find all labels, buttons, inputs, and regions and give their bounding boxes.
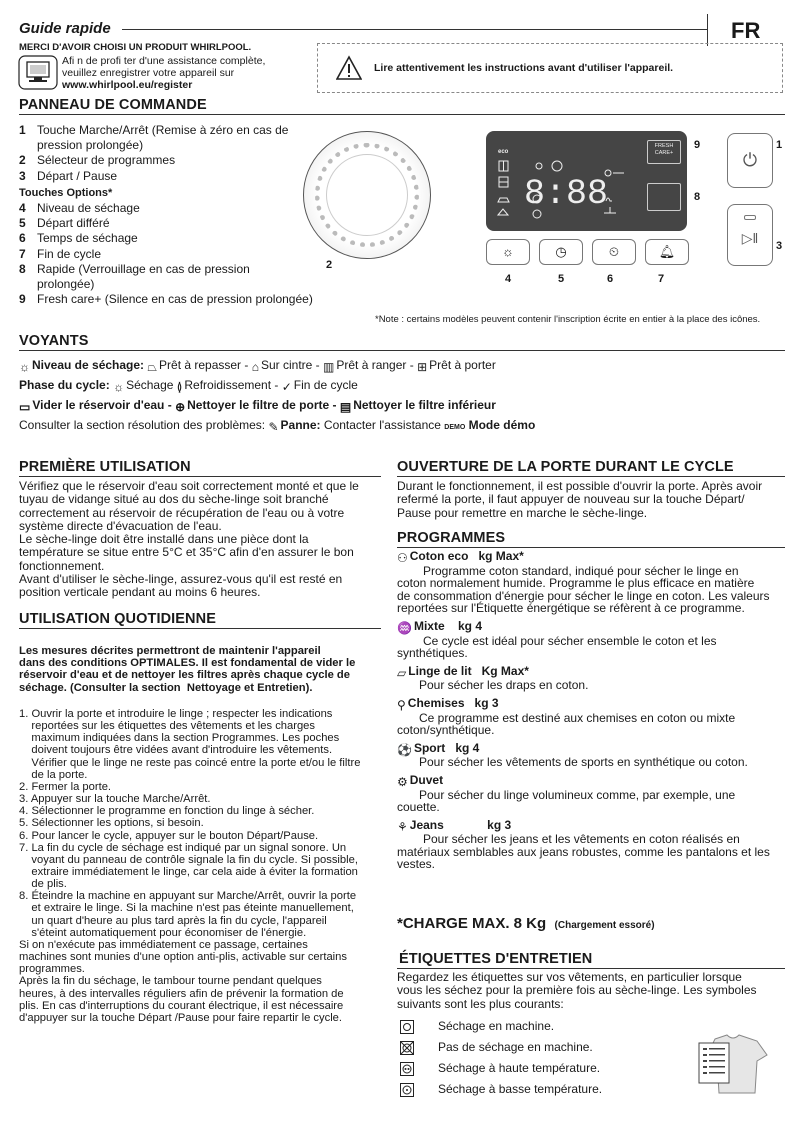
control-display <box>486 131 687 231</box>
option-button-delay-start[interactable]: ◷ <box>539 239 583 265</box>
etiquettes-text: Regardez les étiquettes sur vos vêtements, en particulier lorsque vous les séchez pour la première fois au sèche-linge. Les symboles suivants sont les plus courants: <box>397 970 757 1011</box>
warning-box <box>317 43 783 93</box>
bed-linen-icon: ▱ <box>397 665 407 680</box>
welcome-heading: MERCI D'AVOIR CHOISI UN PRODUIT WHIRLPOOL. <box>19 42 252 53</box>
demo-icon: DEMO <box>444 424 466 431</box>
low-temp-icon <box>400 1083 414 1097</box>
quotidienne-text: Les mesures décrites permettront de maintenir l'appareil dans des conditions OPTIMALES. Il est fondamental de vider le réservoir d'eau et de nettoyer les filtres après chaque cycle de séchage. (Consulter la section Nettoyage et Entretien). 1. Ouvrir la porte et introduire le linge ; respecter les indications reportées sur les étiquettes des vêtements et les charges maximum indiquées dans la section Programmes. Les poches doivent toujours être vidées avant d'introduire les vêtements. Vérifier que le linge ne reste pas coincé entre la porte et/ou le filtre de la porte. 2. Fermer la porte. 3. Appuyer sur la touche Marche/Arrêt. 4. Sélectionner le programme en fonction du linge à sécher. 5. Sélectionner les options, si besoin. 6. Pour lancer le cycle, appuyer sur le bouton Départ/Pause. 7. La fin du cycle de séchage est indiqué par un signal sonore. Un voyant du panneau de contrôle signale la fin du cycle. Si possible, extraire immédiatement le linge, car cela aide à éviter la formation de plis. 8. Éteindre la machine en appuyant sur Marche/Arrêt, ouvrir la porte et extraire le linge. Si la machine n'est pas éteinte manuellement, un quart d'heure au plus tard après la fin du cycle, l'appareil s'éteint automatiquement pour économiser de l'énergie. Si on n'exécute pas immédiatement ce passage, certaines machines sont munies d'une option anti-plis, activable sur certains programmes. Après la fin du séchage, le tambour tourne pendant quelques heures, à des intervalles réguliers afin de prévenir la formation de plis. En cas d'interruptions du courant électrique, il est nécessaire d'appuyer sur la touche Départ /Pause pour faire repartir le cycle. <box>19 645 361 1024</box>
voyants-list: ☼ Niveau de séchage: ⏢ Prêt à repasser - ⌂ Sur cintre - ▥ Prêt à ranger - ⊞ Prêt à porter Phase du cycle: ☼ Séchage ≬ Refroidissement - ✓ Fin de cycle ▭ Vider le réservoir d'eau - ⊕ Nettoyer le filtre de porte - ▤ Nettoyer le filtre inférieur Consulter la section résolution des problèmes: ✎ Panne: Contacter l'assistance DEMO Mode démo <box>19 358 536 434</box>
care-symbol-row: Séchage en machine. <box>400 1016 602 1037</box>
panel-title: PANNEAU DE COMMANDE <box>19 97 207 113</box>
care-symbol-row: Séchage à haute température. <box>400 1058 602 1079</box>
display-right-icons <box>598 161 634 219</box>
callout-9: 9 <box>694 139 701 151</box>
water-tank-icon: ▭ <box>19 400 31 414</box>
hanger-icon: ⌂ <box>251 360 259 374</box>
callout-8: 8 <box>694 191 701 203</box>
coton-eco-icon: ⚇ <box>397 551 408 565</box>
panel-legend: 1 Touche Marche/Arrêt (Remise à zéro en cas de pression prolongée) 2 Sélecteur de programmes 3 Départ / Pause Touches Options* 4 Niveau de séchage 5 Départ différé 6 Temps de séchage 7 Fin de cycle 8 Rapide (Verrouillage en cas de pression prolongée) 9 Fresh care+ (Silence en cas de pression prolongée) <box>19 123 313 307</box>
programmes-list <box>397 550 789 871</box>
voyants-title: VOYANTS <box>19 333 89 349</box>
fresh-care-indicator: FRESH CARE+ <box>647 140 681 164</box>
tumble-dry-icon <box>400 1020 414 1034</box>
ouverture-title: OUVERTURE DE LA PORTE DURANT LE CYCLE <box>397 459 734 475</box>
premiere-text: Vérifiez que le réservoir d'eau soit correctement monté et que le tuyau de vidange situé au dos du sèche-linge soit branché correctement au réservoir de récupération de l'eau ou à votre système directe d'évacuation de l'eau. Le sèche-linge doit être installé dans une pièce dont la température se situe entre 5°C et 35°C afin d'en assurer le bon fonctionnement. Avant d'utiliser le sèche-linge, assurez-vous qu'il est resté en position verticale pendant au moins 6 heures. <box>19 479 359 600</box>
care-symbols-list <box>400 1016 602 1100</box>
iron-icon: ⏢ <box>147 360 158 374</box>
guide-title: Guide rapide <box>19 20 111 37</box>
program-chemises: ⚲ Chemises kg 3 Ce programme est destiné aux chemises en coton ou mixte coton/synthétique. <box>397 695 736 738</box>
power-button[interactable]: ⏻ <box>727 133 773 188</box>
tshirt-label-illustration <box>697 1033 769 1098</box>
no-tumble-dry-icon <box>400 1041 414 1055</box>
callout-3: 3 <box>776 240 783 252</box>
start-pause-button[interactable]: ▷‖ <box>727 204 773 266</box>
drying-icon: ☼ <box>113 380 125 394</box>
cooling-icon: ≬ <box>176 380 183 394</box>
quotidienne-title: UTILISATION QUOTIDIENNE <box>19 611 216 627</box>
mixte-icon: ♒ <box>397 620 412 635</box>
callout-4: 4 <box>505 273 512 285</box>
computer-icon <box>18 55 58 90</box>
program-duvet: ⚙ Duvet Pour sécher du linge volumineux comme, par exemple, une couette. <box>397 772 736 815</box>
care-symbol-row: Séchage à basse température. <box>400 1079 602 1100</box>
etiquettes-title: ÉTIQUETTES D'ENTRETIEN <box>399 951 593 967</box>
option-button-drying-time[interactable]: ⏲ <box>592 239 636 265</box>
lower-filter-icon: ▤ <box>339 400 352 414</box>
charge-max: *CHARGE MAX. 8 Kg (Chargement essoré) <box>397 915 655 932</box>
duvet-icon: ⚙ <box>397 774 408 789</box>
panel-note: *Note : certains modèles peuvent contenir l'inscription écrite en entier à la place des icônes. <box>375 314 761 325</box>
option-button-drying-level[interactable]: ☼ <box>486 239 530 265</box>
high-temp-icon <box>400 1062 414 1076</box>
rapid-indicator <box>647 183 681 211</box>
program-mixte: ♒ Mixte kg 4 Ce cycle est idéal pour sécher ensemble le coton et les synthétiques. <box>397 618 717 661</box>
program-linge-de-lit: ▱ Linge de lit Kg Max* Pour sécher les draps en coton. <box>397 663 589 693</box>
shirt-folded-icon: ⊞ <box>417 360 428 374</box>
program-selector-knob[interactable] <box>303 131 431 259</box>
callout-6: 6 <box>607 273 614 285</box>
callout-1: 1 <box>776 139 783 151</box>
eco-label: eco <box>498 149 509 155</box>
welcome-line-1: Afi n de profi ter d'une assistance complète, <box>62 55 266 67</box>
callout-2: 2 <box>326 259 333 271</box>
welcome-line-2: veuillez enregistrer votre appareil sur <box>62 67 235 79</box>
sport-icon: ⚽ <box>397 742 412 757</box>
programmes-title: PROGRAMMES <box>397 530 506 546</box>
warning-icon <box>336 55 362 81</box>
warning-text: Lire attentivement les instructions avant d'utiliser l'appareil. <box>374 61 674 74</box>
program-sport: ⚽ Sport kg 4 Pour sécher les vêtements de sports en synthétique ou coton. <box>397 740 748 770</box>
register-link[interactable]: www.whirlpool.eu/register <box>62 79 193 91</box>
wardrobe-icon: ▥ <box>323 360 335 374</box>
door-filter-icon: ⊕ <box>175 400 186 414</box>
language-tag: FR <box>731 18 761 43</box>
display-digits: 8:88 <box>524 174 609 214</box>
option-button-end-cycle[interactable]: 🔔︎ <box>645 239 689 265</box>
program-coton-eco: ⚇ Coton eco kg Max* Programme coton standard, indiqué pour sécher le linge en coton normalement humide. Programme le plus efficace en matière de consommation d'énergie pour sécher le linge en coton. Les valeurs reportées sur l'Étiquette énergétique se réfèrent à ce programme. <box>397 549 770 616</box>
shirt-icon: ⚲ <box>397 697 406 712</box>
wrench-icon: ✎ <box>268 420 279 434</box>
program-jeans: ⚘ Jeans kg 3 Pour sécher les jeans et les vêtements en coton réalisés en matériaux semblables aux jeans robustes, comme les pantalons et les vestes. <box>397 817 770 872</box>
sun-icon: ☼ <box>19 360 30 374</box>
ouverture-text: Durant le fonctionnement, il est possible d'ouvrir la porte. Après avoir refermé la porte, il faut appuyer de nouveau sur la touche Départ/ Pause pour remettre en marche le sèche-linge. <box>397 479 763 520</box>
jeans-icon: ⚘ <box>397 819 408 834</box>
care-symbol-row: Pas de séchage en machine. <box>400 1037 602 1058</box>
callout-7: 7 <box>658 273 665 285</box>
premiere-title: PREMIÈRE UTILISATION <box>19 459 191 475</box>
end-cycle-icon: ✓ <box>281 380 292 394</box>
callout-5: 5 <box>558 273 565 285</box>
